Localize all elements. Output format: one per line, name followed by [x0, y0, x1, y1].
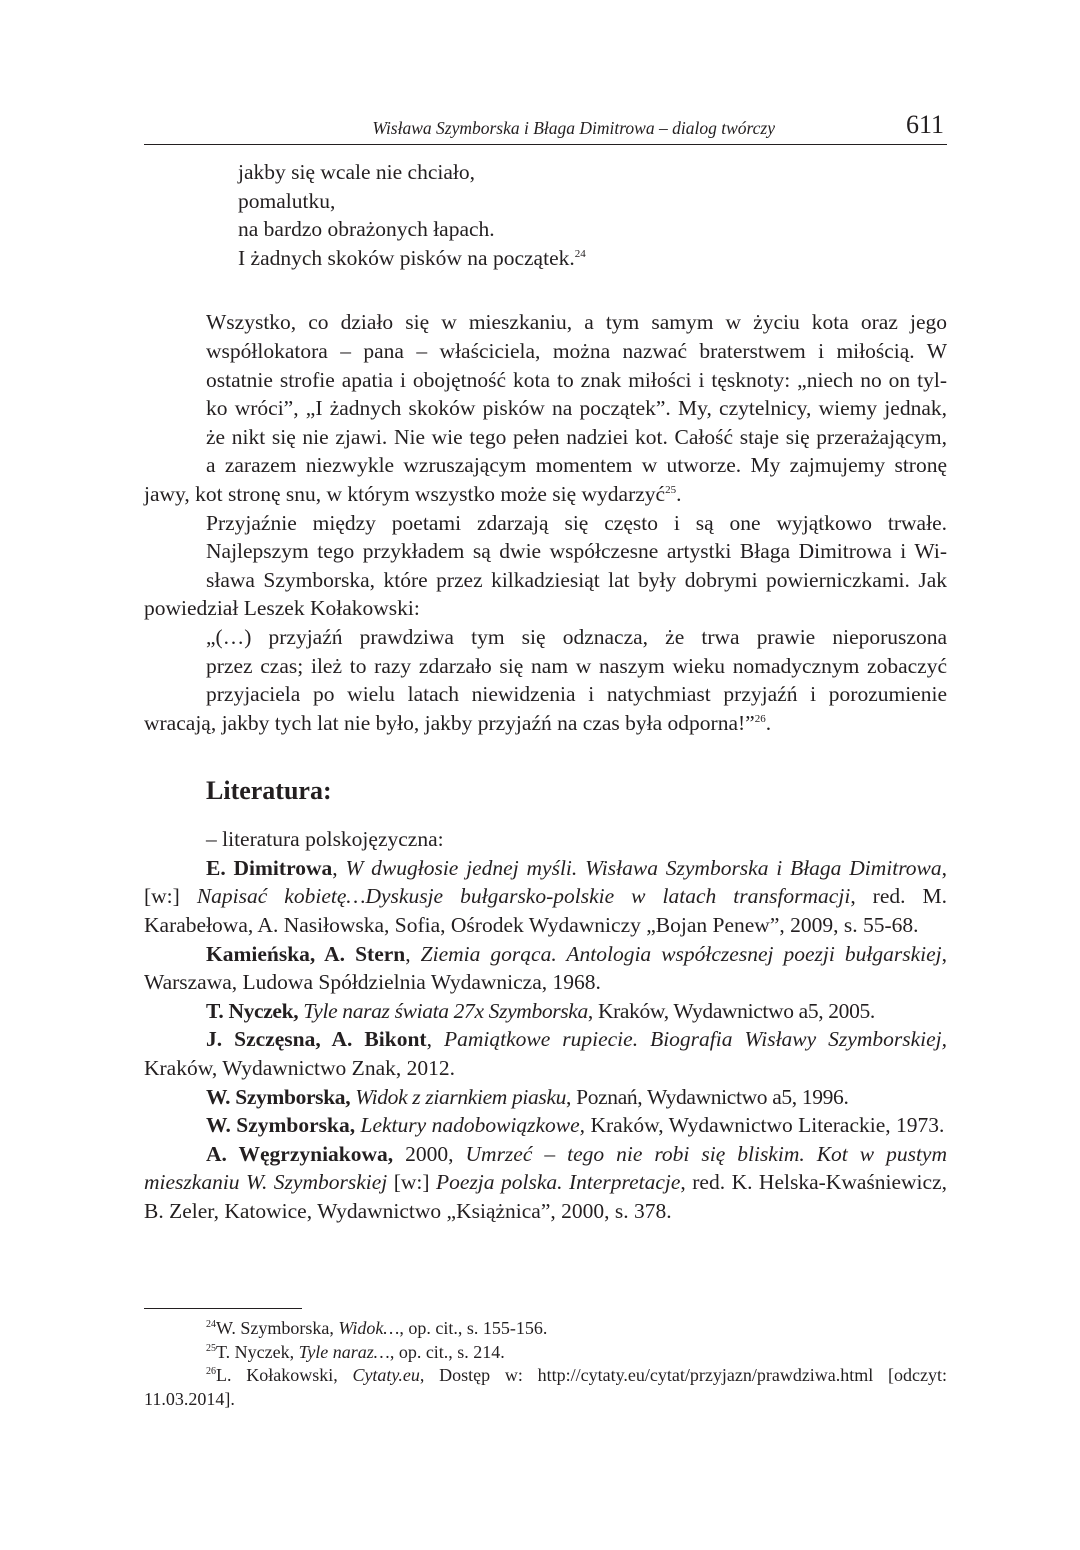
- bibliography-list: [144, 854, 947, 1226]
- poem-line: na bardzo obrażonych łapach.: [238, 217, 495, 242]
- footnote-24: $^{24}$W. Szymborska, Widok…, op. cit., s. 155-156.: [206, 1318, 548, 1338]
- bibliography-entry: J. Szczęsna, A. Bikont, Pamiątkowe rupiecie. Biografia Wisławy Szymborskiej, Kraków, Wydawnictwo Znak, 2012.: [144, 1027, 948, 1081]
- quotation-kolakowski: „(…) przyjaźń prawdziwa tym się odznacza, że trwa prawie nieporuszona przez czas; ileż to razy zdarzało się nam w naszym wieku nomadycznym zobaczyć przyjaciela po wielu latach niewidzenia i natychmiast przyjaźń i porozumienie wracają, jakby tych lat nie było, jakby przyjaźń na czas była odporna!”$^{26}$.: [144, 624, 947, 735]
- footnote-ref-24[interactable]: 24: [574, 247, 586, 260]
- bibliography-entry: T. Nyczek, Tyle naraz świata 27x Szymborska, Kraków, Wydawnictwo a5, 2005.: [206, 998, 875, 1023]
- poem-line: jakby się wcale nie chciało,: [238, 160, 475, 184]
- bibliography-entry: E. Dimitrowa, W dwugłosie jednej myśli. Wisława Szymborska i Błaga Dimitrowa, [w:] Napisać kobietę…Dyskusje bułgarsko-polskie w latach transformacji, red. M. Karabełowa, A. Nasiłowska, Sofia, Ośrodek Wydawniczy „Bojan Penew”, 2009, s. 55-68.: [144, 855, 948, 938]
- bibliography-entry: Kamieńska, A. Stern, Ziemia gorąca. Antologia współczesnej poezji bułgarskiej, Warszawa, Ludowa Spółdzielnia Wydawnicza, 1968.: [144, 941, 947, 995]
- poem-last-line-text: I żadnych skoków pisków na początek.: [238, 245, 575, 270]
- footnotes: [144, 1308, 947, 1411]
- bibliography-entry: W. Szymborska, Lektury nadobowiązkowe, Kraków, Wydawnictwo Literackie, 1973.: [206, 1113, 945, 1138]
- running-header: [144, 108, 947, 145]
- footnote-ref-25[interactable]: 25: [665, 483, 677, 496]
- bibliography-entry: W. Szymborska, Widok z ziarnkiem piasku, Poznań, Wydawnictwo a5, 1996.: [206, 1084, 849, 1109]
- section-heading-literature: Literatura:: [206, 776, 332, 806]
- poem-line: pomalutku,: [238, 188, 336, 213]
- paragraph-cat-analysis: Wszystko, co działo się w mieszkaniu, a tym samym w życiu kota oraz jego współlokatora – pana – właściciela, można nazwać braterstwem i miłością. W ostatnie strofie apatia i obojętność kota to znak miłości i tęsknoty: „niech no on tyl- ko wróci”, „I żadnych skoków pisków na początek”. My, czytelnicy, wiemy jednak, że nikt się nie zjawi. Nie wie tego pełen nadziei kot. Całość staje się przerażającym, a zarazem niezwykle wzruszającym momentem w utworze. My zajmujemy stronę jawy, kot stronę snu, w którym wszystko może się wydarzyć$^{25}$.: [144, 310, 947, 506]
- footnote-25: $^{25}$T. Nyczek, Tyle naraz…, op. cit., s. 214.: [206, 1341, 505, 1362]
- footnote-separator: [144, 1308, 302, 1309]
- running-title: Wisława Szymborska i Błaga Dimitrowa – dialog twórczy: [372, 118, 775, 138]
- bibliography-entry: A. Węgrzyniakowa, 2000, Umrzeć – tego nie robi się bliskim. Kot w pustym mieszkaniu W. Szymborskiej [w:] Poezja polska. Interpretacje, red. K. Helska-Kwaśniewicz, B. Zeler, Katowice, Wydawnictwo „Książnica”, 2000, s. 378.: [144, 1141, 947, 1223]
- footnote-26: $^{26}$L. Kołakowski, Cytaty.eu, Dostęp w: http://cytaty.eu/cytat/przyjazn/prawdziwa.html [odczyt: 11.03.2014].: [144, 1365, 947, 1409]
- main-text: [144, 158, 947, 1226]
- paragraph-friendship: Przyjaźnie między poetami zdarzają się często i są one wyjątkowo trwałe. Najlepszym tego przykładem są dwie współczesne artystki Błaga Dimitrowa i Wi- sława Szymborska, które przez kilkadziesiąt lat były dobrymi powierniczkami. Jak powiedział Leszek Kołakowski:: [144, 510, 947, 621]
- page-number: 611: [905, 110, 944, 139]
- poem-line: [238, 244, 947, 273]
- literature-subheading: – literatura polskojęzyczna:: [206, 827, 444, 852]
- footnote-ref-26[interactable]: 26: [754, 712, 766, 725]
- poem-excerpt: [238, 158, 947, 272]
